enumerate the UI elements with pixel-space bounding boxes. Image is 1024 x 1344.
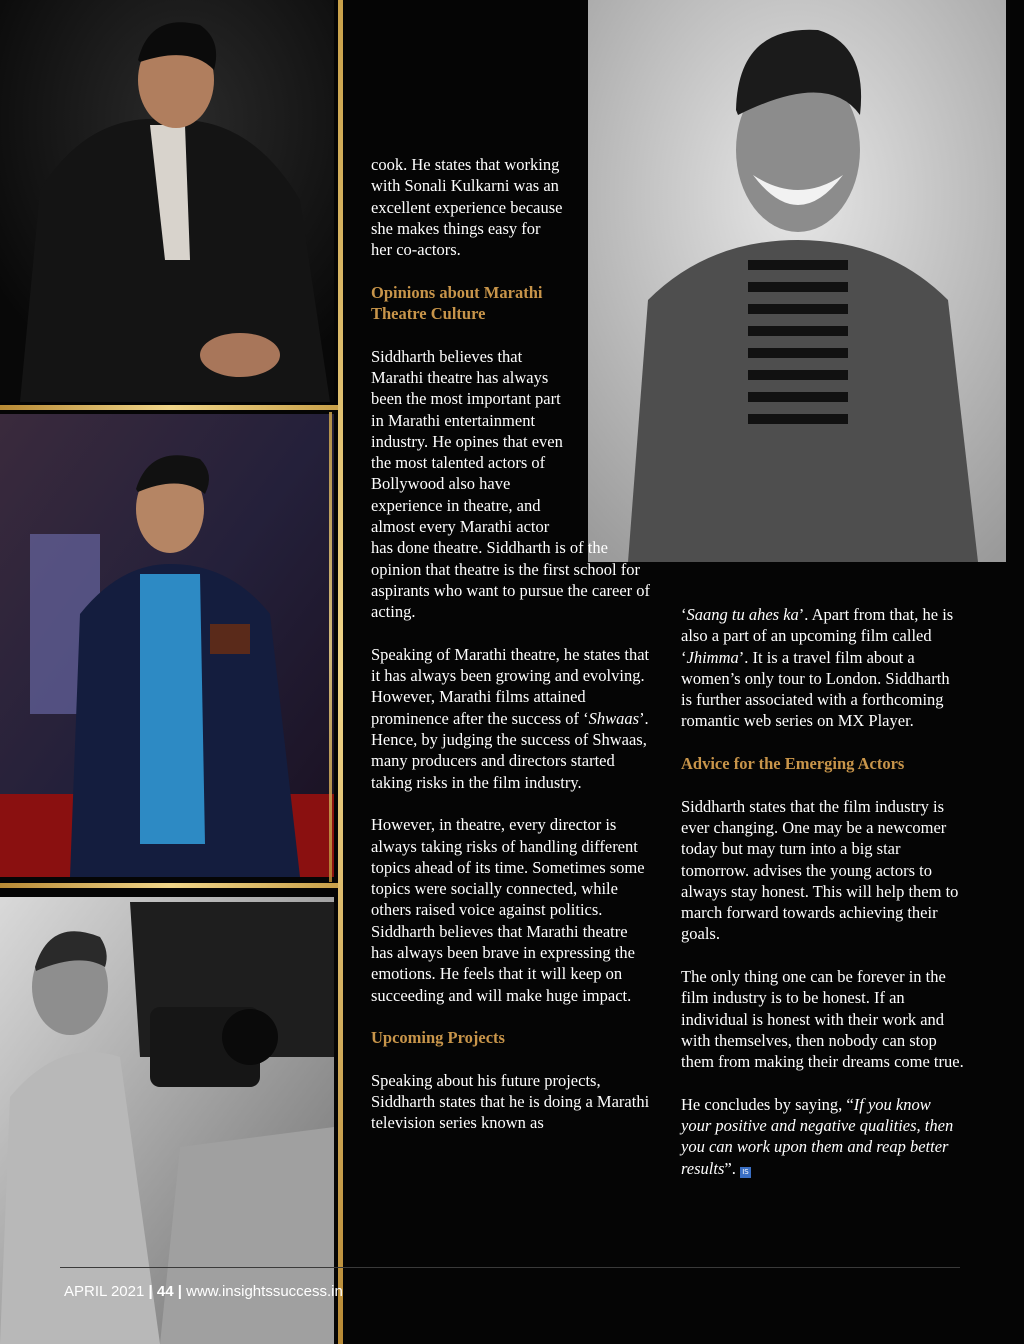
photo-suit-portrait: [0, 0, 334, 402]
end-mark-icon: IS: [740, 1167, 751, 1178]
paragraph-industry-changing: Siddharth states that the film industry is ever changing. One may be a newcomer today but may turn into a big star tomorrow. advises the young actors to always stay honest. This will help them to march forward towards achieving their goals.: [681, 796, 959, 944]
footer-month: APRIL 2021: [64, 1283, 145, 1300]
paragraph-theatre-beliefs: [371, 346, 653, 623]
page-footer: APRIL 2021 | 44 | www.insightssuccess.in: [64, 1283, 343, 1300]
paragraph-theatre-beliefs-narrow: Siddharth believes that Marathi theatre has always been the most important part in Marathi entertainment industry. He opines that even the most talented actors of Bollywood also have experience in theatre, and almost every Marathi actor: [371, 346, 563, 537]
gold-divider-horizontal-2: [0, 883, 338, 888]
paragraph-theatre-beliefs-rest: has done theatre. Siddharth is of the opinion that theatre is the first school for aspirants who want to pursue the career of acting.: [371, 538, 651, 622]
closing-quote: If you know your positive and negative qualities, then you can work upon them and reap better results: [681, 1094, 954, 1178]
title-jhimma: Jhimma: [686, 647, 739, 667]
photo-event-portrait: [0, 414, 334, 877]
heading-opinions: Opinions about Marathi Theatre Culture: [371, 282, 543, 324]
gold-divider-horizontal-1: [0, 405, 338, 410]
gold-divider-vertical: [338, 0, 343, 1344]
paragraph-be-honest: The only thing one can be forever in the film industry is to be honest. If an individual is honest with their work and with themselves, then nobody can stop them from making their dreams come true.: [681, 967, 964, 1072]
article-column-right: [681, 604, 964, 1200]
paragraph-future-projects: Speaking about his future projects, Siddharth states that he is doing a Marathi television series known as: [371, 1070, 650, 1133]
paragraph-cook: cook. He states that working with Sonali Kulkarni was an excellent experience because she makes things easy for her co-actors.: [371, 155, 563, 260]
photo-camera-portrait: [0, 897, 334, 1344]
paragraph-conclusion: He concludes by saying, “If you know your positive and negative qualities, then you can work upon them and reap better results”. IS: [681, 1094, 954, 1178]
paragraph-projects-continued: ‘Saang tu ahes ka’. Apart from that, he is also a part of an upcoming film called ‘Jhimma’. It is a travel film about a women’s only tour to London. Siddharth is further associated with a forthcoming romantic web series on MX Player.: [681, 605, 954, 731]
paragraph-director-risks: However, in theatre, every director is always taking risks of handling different topics ahead of its time. Sometimes some topics were socially connected, while others raised voice against politics. Siddharth believes that Marathi theatre has always been brave in expressing the emotions. He feels that it will keep on succeeding and will make huge impact.: [371, 815, 645, 1005]
footer-rule: [60, 1267, 960, 1268]
gold-divider-vertical-2: [329, 412, 332, 882]
title-saang-tu-ahes-ka: Saang tu ahes ka: [686, 605, 799, 624]
title-shwaas: Shwaas: [588, 708, 640, 728]
page-number: 44: [156, 1283, 174, 1300]
footer-url[interactable]: www.insightssuccess.in: [186, 1283, 343, 1300]
heading-advice: Advice for the Emerging Actors: [681, 754, 905, 774]
article-column-left: [371, 154, 653, 1155]
paragraph-marathi-theatre: Speaking of Marathi theatre, he states that it has always been growing and evolving. However, Marathi films attained prominence after the success of ‘Shwaas’. Hence, by judging the success of Shwaas, many producers and directors started taking risks in the film industry.: [371, 644, 650, 792]
heading-upcoming: Upcoming Projects: [371, 1028, 505, 1048]
